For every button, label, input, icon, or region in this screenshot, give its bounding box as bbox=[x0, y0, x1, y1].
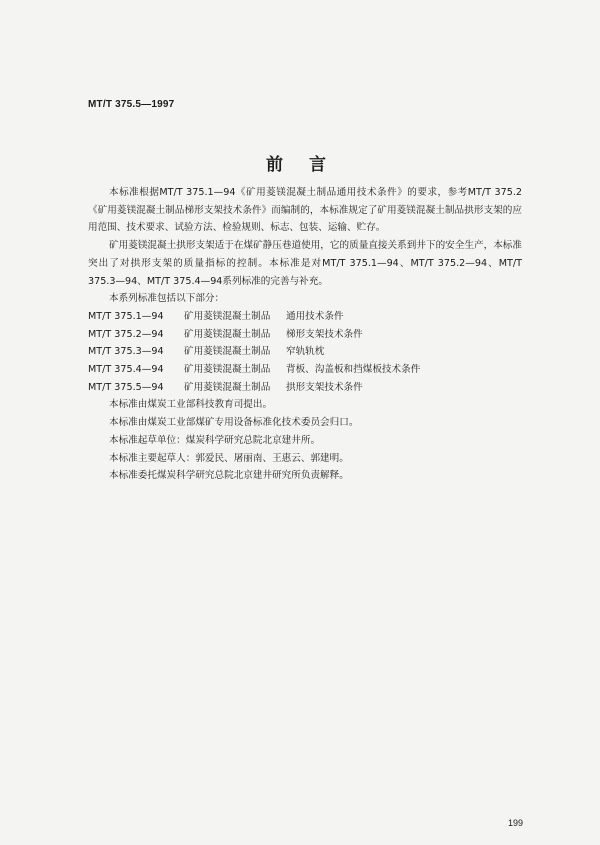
foreword-body bbox=[88, 184, 522, 485]
list-item-code: MT/T 375.5—94 bbox=[88, 381, 164, 393]
page-number: 199 bbox=[508, 818, 524, 828]
paragraph: 本系列标准包括以下部分： bbox=[109, 293, 225, 305]
list-item-code: MT/T 375.4—94 bbox=[88, 364, 164, 376]
list-item-name: 拱形支架技术条件 bbox=[286, 381, 363, 393]
list-item-name: 窄轨轨枕 bbox=[286, 346, 325, 358]
paragraph: 本标准委托煤炭科学研究总院北京建井研究所负责解释。 bbox=[109, 470, 349, 482]
paragraph: 本标准主要起草人：郭爱民、屠丽南、王惠云、郭建明。 bbox=[109, 452, 349, 464]
list-item-code: MT/T 375.2—94 bbox=[88, 328, 164, 340]
list-item-category: 矿用菱镁混凝土制品 bbox=[184, 364, 271, 376]
paragraph: 本标准由煤炭工业部煤矿专用设备标准化技术委员会归口。 bbox=[109, 417, 359, 429]
standard-code: MT/T 375.5—1997 bbox=[88, 99, 175, 110]
paragraph: 本标准由煤炭工业部科技教育司提出。 bbox=[109, 399, 273, 411]
paragraph: 本标准根据MT/T 375.1—94《矿用菱镁混凝土制品通用技术条件》的要求，参考MT/T 375.2《矿用菱镁混凝土制品梯形支架技术条件》而编制的，本标准规定了矿用菱镁混凝土制品拱形支架的应用范围、技术要求、试验方法、检验规则、标志、包装、运输、贮存。 bbox=[88, 187, 522, 234]
list-item-category: 矿用菱镁混凝土制品 bbox=[184, 328, 271, 340]
paragraph: 本标准起草单位：煤炭科学研究总院北京建井所。 bbox=[109, 434, 321, 446]
list-item bbox=[88, 343, 522, 361]
list-item-code: MT/T 375.1—94 bbox=[88, 310, 164, 322]
page-title: 前言 bbox=[266, 155, 352, 175]
list-item bbox=[88, 308, 522, 326]
list-item-name: 通用技术条件 bbox=[286, 310, 344, 322]
list-item-name: 背板、沟盖板和挡煤板技术条件 bbox=[286, 364, 421, 376]
paragraph: 矿用菱镁混凝土拱形支架适于在煤矿静压巷道使用，它的质量直接关系到井下的安全生产，本标准突出了对拱形支架的质量指标的控制。本标准是对MT/T 375.1—94、MT/T 375.2—94、MT/T 375.3—94、MT/T 375.4—94系列标准的完善与补充。 bbox=[88, 240, 522, 287]
list-item-code: MT/T 375.3—94 bbox=[88, 346, 164, 358]
list-item-category: 矿用菱镁混凝土制品 bbox=[184, 381, 271, 393]
list-item-name: 梯形支架技术条件 bbox=[286, 328, 363, 340]
series-list bbox=[88, 308, 522, 397]
list-item-category: 矿用菱镁混凝土制品 bbox=[184, 310, 271, 322]
list-item bbox=[88, 361, 522, 379]
list-item bbox=[88, 326, 522, 344]
list-item bbox=[88, 379, 522, 397]
list-item-category: 矿用菱镁混凝土制品 bbox=[184, 346, 271, 358]
